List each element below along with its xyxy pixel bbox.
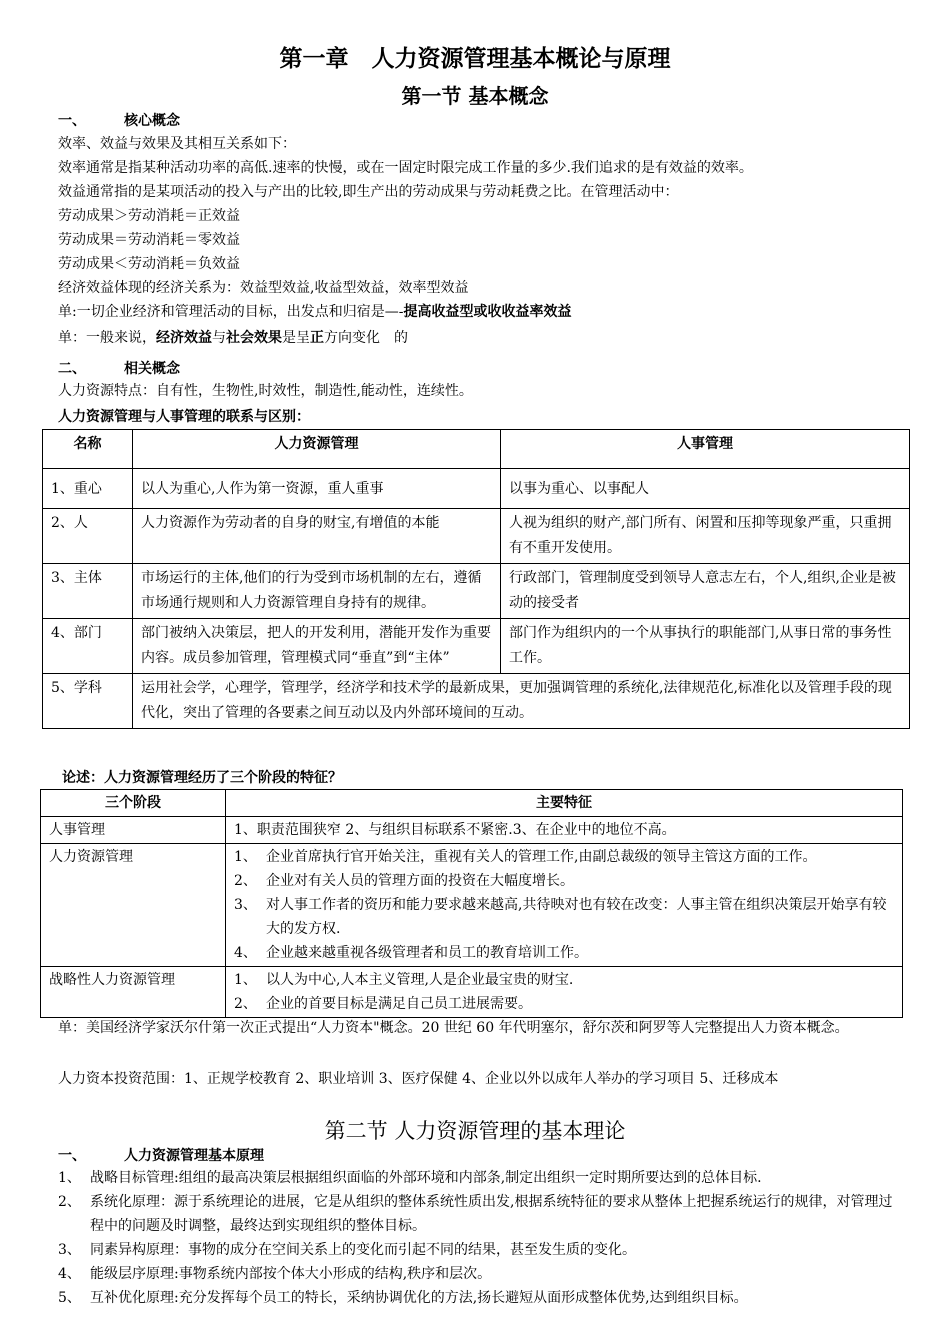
heading-number: 一、 [58, 1148, 86, 1164]
text-line: 经济效益体现的经济关系为：效益型效益,收益型效益，效率型效益 [58, 280, 469, 296]
table-cell: 部门作为组织内的一个从事执行的职能部门,从事日常的事务性工作。 [501, 619, 910, 674]
note-text: 单:一切企业经济和管理活动的目标，出发点和归宿是—- [58, 304, 404, 320]
table-cell: 战略性人力资源管理 [41, 967, 226, 1018]
table-cell: 人事管理 [41, 817, 226, 844]
column-header: 名称 [43, 430, 133, 469]
item-text: 同素异构原理：事物的成分在空间关系上的变化而引起不同的结果，甚至发生质的变化。 [90, 1242, 636, 1258]
single-choice-note [58, 326, 898, 350]
table-cell: 5、学科 [43, 674, 133, 729]
principles-list [58, 1166, 898, 1310]
list-item [234, 845, 894, 869]
item-text: 企业首席执行官开始关注，重视有关人的管理工作,由副总裁级的领导主管这方面的工作。 [266, 849, 817, 865]
comparison-table [42, 429, 910, 729]
table-cell: 运用社会学，心理学，管理学，经济学和技术学的最新成果，更加强调管理的系统化,法律规范化,标准化以及管理手段的现代化，突出了管理的各要素之间互动以及内外部环境间的互动。 [133, 674, 910, 729]
text-line: 劳动成果＝劳动消耗＝零效益 [58, 232, 240, 248]
table-row [43, 564, 910, 619]
note-emphasis: 正 [310, 330, 324, 346]
table-cell: 以人为重心,人作为第一资源，重人重事 [133, 469, 501, 509]
list-item [234, 968, 894, 992]
table-cell: 行政部门，管理制度受到领导人意志左右，个人,组织,企业是被动的接受者 [501, 564, 910, 619]
table-row [41, 844, 903, 967]
section-title: 第二节 人力资源管理的基本理论 [324, 1119, 626, 1143]
item-text: 以人为中心,人本主义管理,人是企业最宝贵的财宝. [266, 972, 574, 988]
column-header: 三个阶段 [41, 790, 226, 817]
note-emphasis: 社会效果 [226, 330, 282, 346]
column-header: 主要特征 [226, 790, 903, 817]
column-header: 人事管理 [501, 430, 910, 469]
list-item [234, 893, 894, 941]
table-cell: 2、人 [43, 509, 133, 564]
note-text: 单：一般来说， [58, 330, 156, 346]
text-line: 劳动成果＜劳动消耗＝负效益 [58, 256, 240, 272]
item-text: 能级层序原理:事物系统内部按个体大小形成的结构,秩序和层次。 [90, 1266, 492, 1282]
table-row [43, 509, 910, 564]
table-row [43, 674, 910, 729]
item-number: 3、 [58, 1242, 81, 1258]
comparison-title: 人力资源管理与人事管理的联系与区别： [58, 409, 310, 425]
list-item [234, 869, 894, 893]
table-cell: 人力资源管理 [41, 844, 226, 967]
item-number: 2、 [58, 1194, 81, 1210]
note-text: 方向变化 的 [324, 330, 408, 346]
table-row [41, 967, 903, 1018]
list-item [58, 1262, 898, 1286]
item-number: 3、 [234, 897, 257, 913]
human-capital-note: 单：美国经济学家沃尔什第一次正式提出“人力资本"概念。20 世纪 60 年代明塞尔，舒尔茨和阿罗等人完整提出人力资本概念。 [58, 1020, 849, 1036]
item-text: 企业对有关人员的管理方面的投资在大幅度增长。 [266, 873, 574, 889]
table-cell: 1、重心 [43, 469, 133, 509]
heading-core-concepts [58, 110, 180, 130]
single-choice-note [58, 300, 898, 324]
table-row [43, 619, 910, 674]
text-line: 劳动成果＞劳动消耗＝正效益 [58, 208, 240, 224]
table-row [41, 817, 903, 844]
stages-title: 论述：人力资源管理经历了三个阶段的特征？ [62, 770, 342, 786]
text-line: 效率、效益与效果及其相互关系如下： [58, 136, 296, 152]
core-concept-lines [58, 132, 898, 350]
table-cell [226, 967, 903, 1018]
item-text: 系统化原理：源于系统理论的进展，它是从组织的整体系统性质出发,根据系统特征的要求从整体上把握系统运行的规律，对管理过程中的问题及时调整，最终达到实现组织的整体目标。 [90, 1194, 893, 1234]
heading-number: 二、 [58, 361, 86, 377]
table-cell: 人力资源作为劳动者的自身的财宝,有增值的本能 [133, 509, 501, 564]
table-cell: 市场运行的主体,他们的行为受到市场机制的左右，遵循市场通行规则和人力资源管理自身持有的规律。 [133, 564, 501, 619]
item-number: 1、 [234, 849, 257, 865]
section-title: 第一节 基本概念 [401, 84, 549, 108]
text-line: 效率通常是指某种活动功率的高低.速率的快慢，或在一固定时限完成工作量的多少.我们追求的是有效益的效率。 [58, 160, 753, 176]
table-cell: 人视为组织的财产,部门所有、闲置和压抑等现象严重，只重拥有不重开发使用。 [501, 509, 910, 564]
list-item [58, 1190, 898, 1238]
stages-table [40, 789, 903, 1018]
item-text: 战略目标管理:组组的最高决策层根据组织面临的外部环境和内部条,制定出组织一定时期所要达到的总体目标. [90, 1170, 762, 1186]
item-number: 1、 [58, 1170, 81, 1186]
table-cell: 4、部门 [43, 619, 133, 674]
item-text: 对人事工作者的资历和能力要求越来越高,共待映对也有较在改变：人事主管在组织决策层开始享有较大的发方权. [266, 897, 887, 937]
heading-text: 人力资源管理基本原理 [124, 1148, 264, 1164]
table-cell: 1、职责范围狭窄 2、与组织目标联系不紧密.3、在企业中的地位不高。 [226, 817, 903, 844]
heading-number: 一、 [58, 113, 86, 129]
heading-text: 相关概念 [124, 361, 180, 377]
list-item [58, 1238, 898, 1262]
list-item [234, 941, 894, 965]
table-cell [226, 844, 903, 967]
item-text: 企业的首要目标是满足自己员工进展需要。 [266, 996, 532, 1012]
note-text: 与 [212, 330, 226, 346]
item-number: 2、 [234, 996, 257, 1012]
table-row [43, 469, 910, 509]
table-cell: 以事为重心、以事配人 [501, 469, 910, 509]
heading-related-concepts [58, 358, 180, 378]
item-text: 互补优化原理:充分发挥每个员工的特长，采纳协调优化的方法,扬长避短从面形成整体优势,达到组织目标。 [90, 1290, 748, 1306]
item-number: 2、 [234, 873, 257, 889]
table-header-row [41, 790, 903, 817]
hr-traits: 人力资源特点：自有性，生物性,时效性，制造性,能动性，连续性。 [58, 383, 473, 399]
note-text: 是呈 [282, 330, 310, 346]
heading-basic-principles [58, 1145, 264, 1165]
item-number: 1、 [234, 972, 257, 988]
item-number: 5、 [58, 1290, 81, 1306]
list-item [234, 992, 894, 1016]
chapter-title: 第一章 人力资源管理基本概论与原理 [279, 46, 671, 72]
item-number: 4、 [58, 1266, 81, 1282]
column-header: 人力资源管理 [133, 430, 501, 469]
list-item [58, 1166, 898, 1190]
list-item [58, 1286, 898, 1310]
note-emphasis: 经济效益 [156, 330, 212, 346]
item-number: 4、 [234, 945, 257, 961]
note-emphasis: 提高收益型或收收益率效益 [403, 304, 572, 320]
table-cell: 部门被纳入决策层，把人的开发利用，潜能开发作为重要内容。成员参加管理，管理模式同“垂直”到“主体” [133, 619, 501, 674]
table-header-row [43, 430, 910, 469]
investment-scope: 人力资本投资范围：1、正规学校教育 2、职业培训 3、医疗保健 4、企业以外以成年人举办的学习项目 5、迁移成本 [58, 1071, 779, 1087]
table-cell: 3、主体 [43, 564, 133, 619]
text-line: 效益通常指的是某项活动的投入与产出的比较,即生产出的劳动成果与劳动耗费之比。在管理活动中： [58, 184, 679, 200]
heading-text: 核心概念 [124, 113, 180, 129]
item-text: 企业越来越重视各级管理者和员工的教育培训工作。 [266, 945, 588, 961]
